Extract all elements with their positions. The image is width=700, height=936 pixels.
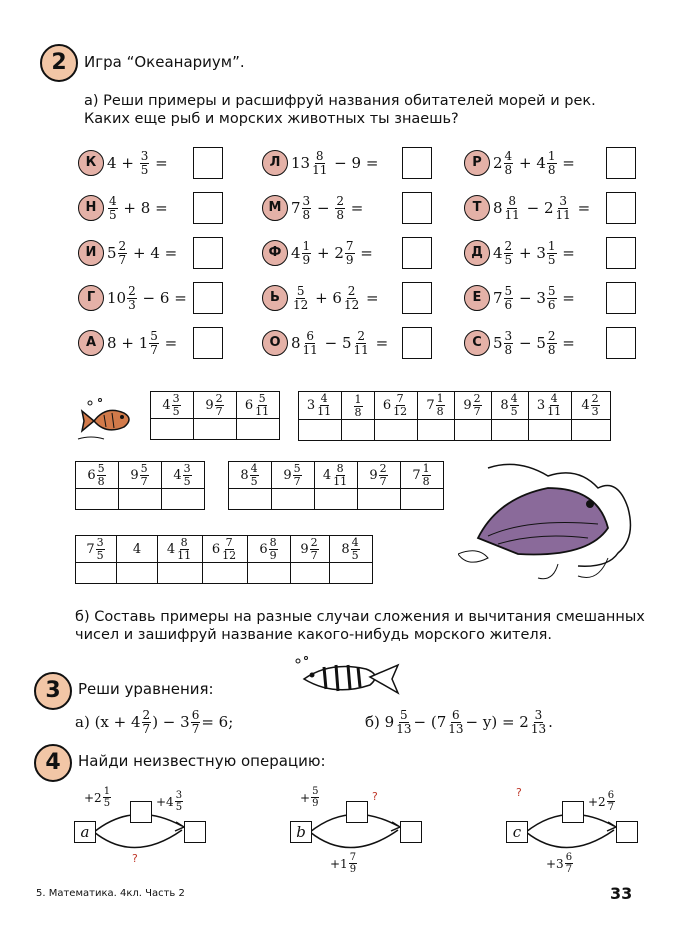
whole-part: 8 [291,334,301,352]
letter-slot[interactable] [572,420,611,441]
answer-box[interactable] [193,327,223,359]
result-box[interactable] [184,821,206,843]
fraction: $\frac{2}{8}$ [336,193,344,222]
equation-b-part: − y) = 2 [465,713,529,731]
fraction: $\frac{6}{11}$ [302,328,318,357]
example-10 [262,325,388,361]
example-13 [464,235,575,271]
example-7 [262,190,363,226]
cipher-letter: Ф [262,240,288,266]
equals-sign: = [562,334,575,352]
example-1 [78,145,168,181]
operator: + [121,154,134,172]
code-table-3 [75,461,205,510]
code-cell: 3 $\frac{4}{11}$ [529,392,572,420]
cipher-letter: А [78,330,104,356]
variable-box: c [506,821,528,843]
letter-slot[interactable] [358,489,401,510]
operator: + [518,244,532,262]
code-cell: 8 $\frac{4}{5}$ [330,536,373,563]
fraction: $\frac{5}{6}$ [547,283,556,312]
equation-a-part: (x + 4 [94,713,141,731]
example-9 [262,280,379,316]
equals-sign: = [174,289,187,307]
top-operation-1: +2 $\frac{1}{5}$ [84,786,111,809]
answer-box[interactable] [193,147,223,179]
example-4 [78,280,187,316]
letter-slot[interactable] [194,419,237,440]
letter-slot[interactable] [342,420,375,441]
whole-part: 7 [291,199,301,217]
letter-slot[interactable] [248,563,291,584]
code-cell: 9 $\frac{5}{7}$ [119,462,162,489]
letter-slot[interactable] [401,489,444,510]
equals-sign: = [375,334,389,352]
fraction: $\frac{5}{6}$ [504,283,513,312]
code-cell: 9 $\frac{2}{7}$ [358,462,401,489]
code-letters-row [76,489,205,510]
example-15 [464,325,575,361]
whole-part: 4 [536,154,546,172]
code-values-row [151,392,280,419]
cipher-letter: И [78,240,104,266]
cipher-letter: Н [78,195,104,221]
striped-fish-illustration [290,655,402,701]
letter-slot[interactable] [162,489,205,510]
code-values-row [299,392,611,420]
shell-octopus-illustration [458,458,640,586]
letter-slot[interactable] [492,420,529,441]
answer-box[interactable] [402,192,432,224]
answer-box[interactable] [606,192,636,224]
letter-slot[interactable] [119,489,162,510]
example-14 [464,280,575,316]
fish-illustration [76,395,142,445]
fraction: $\frac{3}{8}$ [504,328,513,357]
equals-sign: = [164,244,178,262]
task-number-3: 3 [34,672,72,710]
cipher-letter: С [464,330,490,356]
whole-part: 4 [107,154,117,172]
whole-part: 4 [493,244,503,262]
whole-part: 5 [493,334,503,352]
whole-part: 3 [536,289,546,307]
code-letters-row [151,419,280,440]
letter-slot[interactable] [203,563,248,584]
cipher-letter: Е [464,285,490,311]
answer-box[interactable] [193,192,223,224]
result-box[interactable] [400,821,422,843]
code-cell: 9 $\frac{2}{7}$ [291,536,330,563]
equals-sign: = [562,154,575,172]
example-11 [464,145,575,181]
letter-slot[interactable] [158,563,203,584]
task4-title: Найди неизвестную операцию: [78,752,326,770]
fraction: $\frac{2}{5}$ [504,238,513,267]
letter-slot[interactable] [315,489,358,510]
variable-box: b [290,821,312,843]
fraction: $\frac{6}{13}$ [448,707,464,736]
fraction: $\frac{5}{7}$ [150,328,158,357]
letter-slot[interactable] [375,420,418,441]
fraction: $\frac{5}{12}$ [293,283,309,312]
operator: − [518,334,532,352]
whole-part: 10 [107,289,127,307]
equals-sign: = [350,199,364,217]
code-cell: 7 $\frac{1}{8}$ [418,392,455,420]
top-operation-1: ? [516,786,522,799]
code-cell: 7 $\frac{1}{8}$ [401,462,444,489]
equation-a [75,704,233,740]
fraction: $\frac{4}{8}$ [504,148,513,177]
top-operation-1: + $\frac{5}{9}$ [300,786,319,809]
example-6 [262,145,378,181]
code-table-5 [75,535,373,584]
code-cell: 4 $\frac{8}{11}$ [158,536,203,563]
letter-slot[interactable] [229,489,272,510]
task3-title: Реши уравнения: [78,680,214,698]
operator: − [142,289,156,307]
whole-part: 8 [493,199,503,217]
unknown-operation: ? [132,852,138,865]
answer-box[interactable] [193,282,223,314]
whole-part: 2 [543,199,554,217]
fraction: $\frac{3}{5}$ [140,148,149,177]
operator: + [121,334,134,352]
code-cell: 3 $\frac{4}{11}$ [299,392,342,420]
equals-sign: = [360,244,373,262]
answer-box[interactable] [606,282,636,314]
code-table-4 [228,461,444,510]
answer-box[interactable] [606,327,636,359]
middle-box[interactable] [130,801,152,823]
equals-sign: = [155,199,168,217]
code-cell: 6 $\frac{5}{11}$ [237,392,280,419]
code-cell: 9 $\frac{5}{7}$ [272,462,315,489]
equation-a-part: ) − 3 [152,713,190,731]
code-values-row [76,536,373,563]
bottom-operation: +3 $\frac{6}{7}$ [546,852,573,875]
whole-part: 3 [536,244,546,262]
task2-title: Игра “Океанариум”. [84,53,245,71]
example-5 [78,325,177,361]
fraction: $\frac{2}{7}$ [118,238,127,267]
whole-part: 2 [334,244,344,262]
equals-sign: = [366,289,379,307]
equation-a-label: а) [75,713,90,731]
letter-slot[interactable] [76,563,117,584]
letter-slot[interactable] [418,420,455,441]
task2-part-b: б) Составь примеры на разные случаи сложения и вычитания смешанных чисел и зашифруй название какого-нибудь морского жителя. [75,609,645,643]
equation-b-part: 9 [384,713,395,731]
operator: + [123,199,136,217]
code-cell: 6 $\frac{7}{12}$ [375,392,418,420]
cipher-letter: Г [78,285,104,311]
task-number-2: 2 [40,44,78,82]
page-number: 33 [610,884,633,903]
top-operation-2: ? [372,790,378,803]
whole-part: 8 [107,334,117,352]
operator: − [316,199,330,217]
bottom-operation: +1 $\frac{7}{9}$ [330,852,357,875]
code-cell: 6 $\frac{7}{12}$ [203,536,248,563]
code-letters-row [229,489,444,510]
top-operation-2: +2 $\frac{6}{7}$ [588,790,615,813]
operator: + [518,154,532,172]
operator: + [132,244,146,262]
letter-slot[interactable] [455,420,492,441]
fraction: $\frac{2}{7}$ [142,707,151,736]
code-letters-row [299,420,611,441]
code-cell: 9 $\frac{2}{7}$ [455,392,492,420]
middle-box[interactable] [346,801,368,823]
fraction: $\frac{1}{9}$ [302,238,311,267]
fraction: $\frac{1}{5}$ [547,238,556,267]
result-box[interactable] [616,821,638,843]
code-cell: 9 $\frac{2}{7}$ [194,392,237,419]
whole-part: 6 [159,289,170,307]
letter-slot[interactable] [272,489,315,510]
cipher-letter: Т [464,195,490,221]
letter-slot[interactable] [117,563,158,584]
whole-part: 4 [291,244,301,262]
letter-slot[interactable] [529,420,572,441]
answer-box[interactable] [402,327,432,359]
fraction: $\frac{6}{7}$ [191,707,200,736]
code-cell: 4 $\frac{8}{11}$ [315,462,358,489]
fraction: $\frac{5}{13}$ [396,707,412,736]
operator: − [334,154,347,172]
fraction: $\frac{3}{8}$ [302,193,311,222]
fraction: $\frac{2}{8}$ [547,328,556,357]
book-footer: 5. Математика. 4кл. Часть 2 [36,888,185,899]
whole-part: 13 [291,154,311,172]
top-operation-2: +4 $\frac{3}{5}$ [156,790,183,813]
answer-box[interactable] [402,147,432,179]
letter-slot[interactable] [291,563,330,584]
equation-b-part: − (7 [413,713,447,731]
code-values-row [76,462,205,489]
code-values-row [229,462,444,489]
cipher-letter: М [262,195,288,221]
letter-slot[interactable] [237,419,280,440]
example-8 [262,235,373,271]
code-cell: 4 [117,536,158,563]
equals-sign: = [164,334,178,352]
answer-box[interactable] [402,237,432,269]
answer-box[interactable] [606,237,636,269]
operator: − [526,199,540,217]
whole-part: 1 [138,334,149,352]
equals-sign: = [155,154,168,172]
whole-part: 5 [107,244,117,262]
code-cell: 8 $\frac{4}{5}$ [492,392,529,420]
task-number-4: 4 [34,744,72,782]
answer-box[interactable] [193,237,223,269]
letter-slot[interactable] [151,419,194,440]
equation-a-part: = 6; [201,713,234,731]
code-cell: 7 $\frac{3}{5}$ [76,536,117,563]
letter-slot[interactable] [76,489,119,510]
variable-box: a [74,821,96,843]
code-cell: 6 $\frac{8}{9}$ [248,536,291,563]
whole-part: 7 [493,289,503,307]
fraction: $\frac{4}{5}$ [109,193,117,222]
letter-slot[interactable] [330,563,373,584]
fraction: $\frac{2}{12}$ [343,283,360,312]
example-12 [464,190,590,226]
cipher-letter: Ь [262,285,288,311]
operator: − [518,289,532,307]
whole-part: 2 [493,154,503,172]
code-letters-row [76,563,373,584]
fraction: $\frac{1}{8}$ [547,148,556,177]
equation-b [365,704,553,740]
whole-part: 4 [150,244,160,262]
code-cell: 4 $\frac{3}{5}$ [162,462,205,489]
fraction: $\frac{2}{3}$ [128,283,136,312]
code-cell: $\frac{1}{8}$ [342,392,375,420]
cipher-letter: Л [262,150,288,176]
code-table-2 [298,391,611,441]
letter-slot[interactable] [299,420,342,441]
equals-sign: = [562,244,575,262]
fraction: $\frac{3}{11}$ [555,193,571,222]
cipher-letter: О [262,330,288,356]
code-cell: 4 $\frac{3}{5}$ [151,392,194,419]
task2-part-a: а) Реши примеры и расшифруй названия обитателей морей и рек. Каких еще рыб и морских животных ты знаешь? [84,93,596,127]
equation-b-part: . [548,713,553,731]
equals-sign: = [365,154,379,172]
equals-sign: = [562,289,575,307]
fraction: $\frac{8}{11}$ [504,193,520,222]
whole-part: 8 [140,199,151,217]
operator: + [316,244,330,262]
example-2 [78,190,168,226]
equation-b-label: б) [365,713,380,731]
equals-sign: = [577,199,591,217]
operator: − [324,334,338,352]
whole-part: 6 [332,289,342,307]
operator: + [315,289,328,307]
answer-box[interactable] [402,282,432,314]
code-cell: 8 $\frac{4}{5}$ [229,462,272,489]
whole-part: 5 [341,334,352,352]
code-table-1 [150,391,280,440]
middle-box[interactable] [562,801,584,823]
whole-part: 5 [536,334,546,352]
whole-part: 9 [351,154,362,172]
code-cell: 6 $\frac{5}{8}$ [76,462,119,489]
fraction: $\frac{7}{9}$ [345,238,354,267]
example-3 [78,235,177,271]
cipher-letter: Р [464,150,490,176]
fraction: $\frac{3}{13}$ [530,707,547,736]
cipher-letter: К [78,150,104,176]
code-cell: 4 $\frac{2}{3}$ [572,392,611,420]
answer-box[interactable] [606,147,636,179]
fraction: $\frac{8}{11}$ [312,148,328,177]
cipher-letter: Д [464,240,490,266]
fraction: $\frac{2}{11}$ [353,328,369,357]
